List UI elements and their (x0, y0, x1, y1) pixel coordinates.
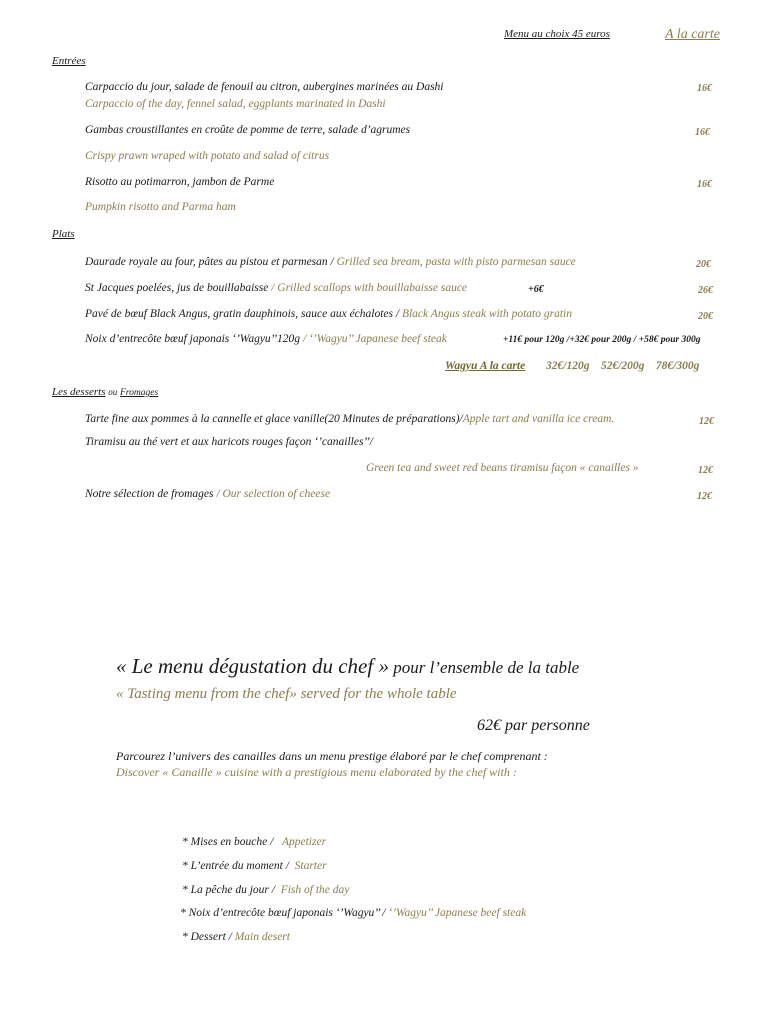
wagyu-prices: 32€/120g 52€/200g 78€/300g (546, 360, 700, 372)
tasting-item-5-en: Main desert (234, 931, 290, 943)
plat-1-price: 20€ (696, 259, 711, 270)
tasting-item-3-en: Fish of the day (280, 884, 350, 896)
entree-1-en: Carpaccio of the day, fennel salad, eggplants marinated in Dashi (85, 98, 386, 110)
dessert-1-fr: Tarte fine aux pommes à la cannelle et glace vanille(20 Minutes de préparations)/ (85, 413, 463, 425)
dessert-2-price: 12€ (698, 465, 713, 476)
dessert-3-price: 12€ (697, 491, 712, 502)
tasting-item-1-fr: * Mises en bouche / (182, 836, 274, 848)
plat-2-fr: St Jacques poelées, jus de bouillabaisse (85, 282, 269, 294)
tasting-title-sub: pour l’ensemble de la table (388, 658, 580, 677)
plat-4 (85, 333, 447, 345)
tasting-price: 62€ par personne (477, 717, 590, 734)
plat-1-sep: / (327, 256, 337, 268)
dessert-3 (85, 488, 330, 500)
tasting-item-3-fr: * La pêche du jour / (182, 884, 275, 896)
plat-4-fr: Noix d’entrecôte bœuf japonais ‘’Wagyu’’120g (85, 333, 301, 345)
entree-1-fr: Carpaccio du jour, salade de fenouil au citron, aubergines marinées au Dashi (85, 81, 444, 93)
plat-3-fr: Pavé de bœuf Black Angus, gratin dauphinois, sauce aux échalotes (85, 308, 393, 320)
entree-1-price: 16€ (697, 83, 712, 94)
plat-4-sep: / (300, 333, 310, 345)
tasting-item-1-en: Appetizer (281, 836, 327, 848)
menu-choice-label: Menu au choix 45 euros (504, 28, 610, 40)
section-desserts-label: Les desserts (52, 386, 106, 398)
section-desserts (52, 386, 158, 398)
section-plats: Plats (52, 228, 75, 240)
entree-2-price: 16€ (695, 127, 710, 138)
tasting-subtitle: « Tasting menu from the chef» served for the whole table (116, 686, 457, 702)
tasting-item-5-fr: * Dessert / (182, 931, 232, 943)
plat-1 (85, 256, 576, 268)
plat-4-en: ‘’Wagyu’’ Japanese beef steak (309, 333, 447, 345)
tasting-intro-en: Discover « Canaille » cuisine with a prestigious menu elaborated by the chef with : (116, 765, 517, 779)
entree-3-fr: Risotto au potimarron, jambon de Parme (85, 176, 275, 188)
plat-3-price: 20€ (698, 311, 713, 322)
tasting-item-5 (182, 931, 290, 943)
plat-2-sep: / (268, 282, 278, 294)
plat-2-supplement: +6€ (528, 284, 544, 295)
plat-1-en: Grilled sea bream, pasta with pisto parmesan sauce (336, 256, 576, 268)
tasting-intro-fr: Parcourez l’univers des canailles dans un menu prestige élaboré par le chef comprenant : (116, 749, 548, 763)
dessert-2-en: Green tea and sweet red beans tiramisu façon « canailles » (366, 462, 639, 474)
tasting-item-4-fr: * Noix d’entrecôte bœuf japonais ‘’Wagyu’’ / (180, 907, 386, 919)
tasting-title-main: « Le menu dégustation du chef » (116, 654, 389, 678)
plat-3-en: Black Angus steak with potato gratin (401, 308, 572, 320)
plat-2 (85, 282, 467, 294)
tasting-item-4 (180, 907, 526, 919)
tasting-title (116, 654, 579, 679)
dessert-1-price: 12€ (699, 416, 714, 427)
entree-3-price: 16€ (697, 179, 712, 190)
tasting-item-3 (182, 884, 349, 896)
dessert-3-sep: / (213, 488, 223, 500)
tasting-item-2-fr: * L’entrée du moment / (182, 860, 289, 872)
plat-4-supplements: +11€ pour 120g /+32€ pour 200g / +58€ pour 300g (503, 335, 701, 345)
tasting-item-2-en: Starter (294, 860, 327, 872)
tasting-item-2 (182, 860, 327, 872)
plat-3 (85, 308, 572, 320)
entree-2-en: Crispy prawn wraped with potato and salad of citrus (85, 150, 330, 162)
wagyu-label: Wagyu A la carte (445, 360, 526, 372)
dessert-1 (85, 413, 614, 425)
entree-2-fr: Gambas croustillantes en croûte de pomme de terre, salade d’agrumes (85, 124, 411, 136)
section-entrees: Entrées (52, 55, 86, 67)
section-fromages-label: Fromages (119, 388, 159, 398)
a-la-carte-label: A la carte (665, 27, 720, 42)
dessert-2-fr: Tiramisu au thé vert et aux haricots rouges façon ‘’canailles’’/ (85, 436, 373, 448)
plat-2-price: 26€ (698, 285, 713, 296)
tasting-item-1 (182, 836, 326, 848)
dessert-3-en: Our selection of cheese (222, 488, 331, 500)
entree-3-en: Pumpkin risotto and Parma ham (85, 201, 236, 213)
dessert-3-fr: Notre sélection de fromages (85, 488, 214, 500)
section-desserts-ou: ou (108, 387, 118, 397)
plat-1-fr: Daurade royale au four, pâtes au pistou et parmesan (85, 256, 328, 268)
plat-3-sep: / (393, 308, 402, 320)
tasting-item-4-en: ‘’Wagyu’’ Japanese beef steak (388, 907, 527, 919)
plat-2-en: Grilled scallops with bouillabaisse sauce (277, 282, 468, 294)
dessert-1-en: Apple tart and vanilla ice cream. (462, 413, 615, 425)
